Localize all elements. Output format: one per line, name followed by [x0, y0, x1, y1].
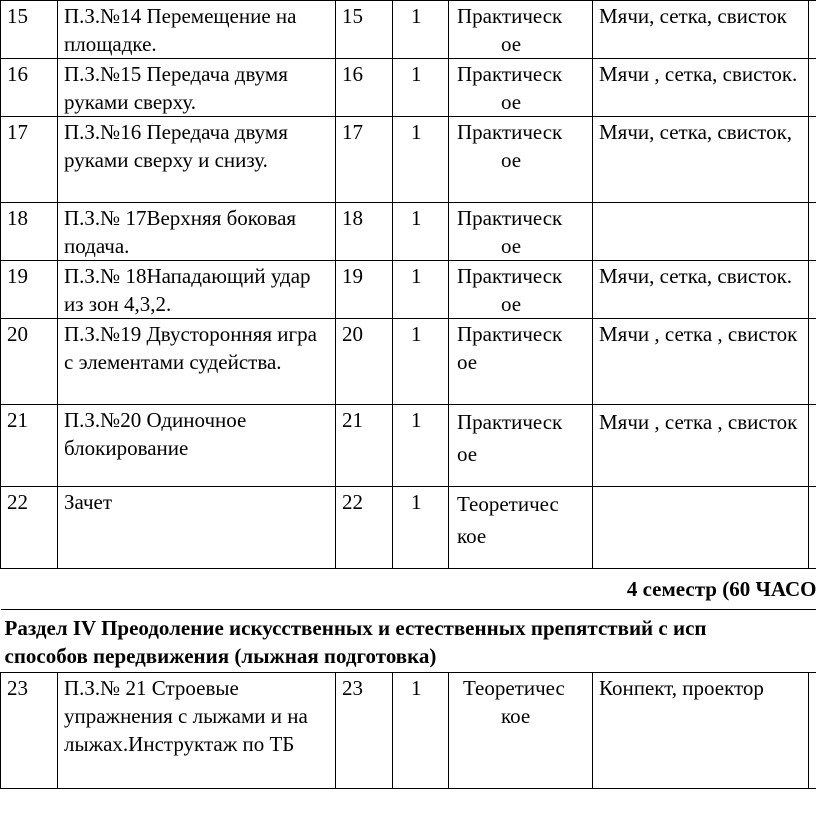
- hours-count: 1: [393, 117, 449, 203]
- lesson-type-part2: ое: [501, 32, 522, 56]
- equipment: Конпект, проектор: [593, 673, 809, 789]
- table-row: [1, 117, 816, 203]
- section-heading-line1: Раздел IV Преодоление искусственных и естественных препятствий с исп: [4, 616, 707, 640]
- lesson-type: [449, 487, 593, 569]
- lesson-topic: Зачет: [58, 487, 336, 569]
- lesson-index: 23: [336, 673, 393, 789]
- lesson-type: [449, 117, 593, 203]
- hours-count: 1: [393, 1, 449, 59]
- lesson-index: 21: [336, 405, 393, 487]
- row-number: 22: [1, 487, 58, 569]
- cut-column: [809, 487, 816, 569]
- lesson-topic: П.З.№19 Двусторонняя игра с элементами судейства.: [58, 319, 336, 405]
- equipment: [593, 487, 809, 569]
- equipment: Мячи , сетка , свисток: [593, 405, 809, 487]
- hours-count: 1: [393, 59, 449, 117]
- table-row: [1, 673, 816, 789]
- equipment: Мячи , сетка , свисток: [593, 319, 809, 405]
- lesson-type-part1: Практическ: [457, 62, 563, 86]
- cut-column: [809, 59, 816, 117]
- lesson-type: [449, 673, 593, 789]
- lesson-type-part2: ое: [501, 234, 522, 258]
- section-heading: [1, 610, 816, 673]
- lesson-type-part1: Практическ: [457, 120, 563, 144]
- lesson-topic: П.З.№14 Перемещение на площадке.: [58, 1, 336, 59]
- lesson-type: [449, 319, 593, 405]
- lesson-type-part1: Теоретичес: [457, 492, 559, 516]
- lesson-index: 15: [336, 1, 393, 59]
- lesson-topic: П.З.№ 17Верхняя боковая подача.: [58, 203, 336, 261]
- hours-count: 1: [393, 261, 449, 319]
- equipment: Мячи, сетка, свисток.: [593, 261, 809, 319]
- hours-count: 1: [393, 319, 449, 405]
- lesson-type-part1: Практическ: [457, 4, 563, 28]
- row-number: 20: [1, 319, 58, 405]
- lesson-index: 20: [336, 319, 393, 405]
- cut-column: [809, 203, 816, 261]
- lesson-type: [449, 203, 593, 261]
- lesson-type-part2: ое: [501, 90, 522, 114]
- table-row: [1, 203, 816, 261]
- hours-count: 1: [393, 203, 449, 261]
- row-number: 15: [1, 1, 58, 59]
- lesson-index: 22: [336, 487, 393, 569]
- semester-row: [1, 569, 816, 610]
- table-row: [1, 319, 816, 405]
- lesson-topic: П.З.№16 Передача двумя руками сверху и снизу.: [58, 117, 336, 203]
- table-row: [1, 405, 816, 487]
- lesson-type-part2: кое: [501, 704, 531, 728]
- table-row: [1, 261, 816, 319]
- lesson-type-part2: ое: [457, 442, 478, 466]
- lesson-type: [449, 1, 593, 59]
- section-row: [1, 610, 816, 673]
- row-number: 18: [1, 203, 58, 261]
- cut-column: [809, 261, 816, 319]
- cut-column: [809, 405, 816, 487]
- lesson-index: 19: [336, 261, 393, 319]
- table-row: [1, 487, 816, 569]
- lesson-type: [449, 405, 593, 487]
- cut-column: [809, 117, 816, 203]
- hours-count: 1: [393, 487, 449, 569]
- row-number: 17: [1, 117, 58, 203]
- lesson-topic: П.З.№20 Одиночное блокирование: [58, 405, 336, 487]
- equipment: Мячи , сетка, свисток.: [593, 59, 809, 117]
- hours-count: 1: [393, 405, 449, 487]
- cut-column: [809, 319, 816, 405]
- equipment: [593, 203, 809, 261]
- equipment: Мячи, сетка, свисток,: [593, 117, 809, 203]
- lesson-type-part2: кое: [457, 524, 487, 548]
- lesson-type-part1: Практическ: [457, 264, 563, 288]
- cut-column: [809, 673, 816, 789]
- lesson-index: 16: [336, 59, 393, 117]
- lesson-index: 18: [336, 203, 393, 261]
- lesson-type-part1: Практическ: [457, 410, 563, 434]
- table-row: [1, 59, 816, 117]
- lesson-type-part2: ое: [501, 148, 522, 172]
- lesson-type-part1: Практическ: [457, 322, 563, 346]
- lesson-type-part2: ое: [457, 350, 478, 374]
- lesson-type-part2: ое: [501, 292, 522, 316]
- semester-heading: 4 семестр (60 ЧАСО: [1, 569, 816, 610]
- section-heading-line2: способов передвижения (лыжная подготовка): [4, 644, 437, 668]
- lesson-type: [449, 59, 593, 117]
- row-number: 16: [1, 59, 58, 117]
- lesson-index: 17: [336, 117, 393, 203]
- cut-column: [809, 1, 816, 59]
- lesson-type: [449, 261, 593, 319]
- row-number: 23: [1, 673, 58, 789]
- row-number: 19: [1, 261, 58, 319]
- lesson-topic: П.З.№ 18Нападающий удар из зон 4,3,2.: [58, 261, 336, 319]
- lesson-type-part1: Теоретичес: [463, 676, 565, 700]
- hours-count: 1: [393, 673, 449, 789]
- table-row: [1, 1, 816, 59]
- lesson-type-part1: Практическ: [457, 206, 563, 230]
- row-number: 21: [1, 405, 58, 487]
- lesson-topic: П.З.№ 21 Строевые упражнения с лыжами и на лыжах.Инструктаж по ТБ: [58, 673, 336, 789]
- lesson-topic: П.З.№15 Передача двумя руками сверху.: [58, 59, 336, 117]
- equipment: Мячи, сетка, свисток: [593, 1, 809, 59]
